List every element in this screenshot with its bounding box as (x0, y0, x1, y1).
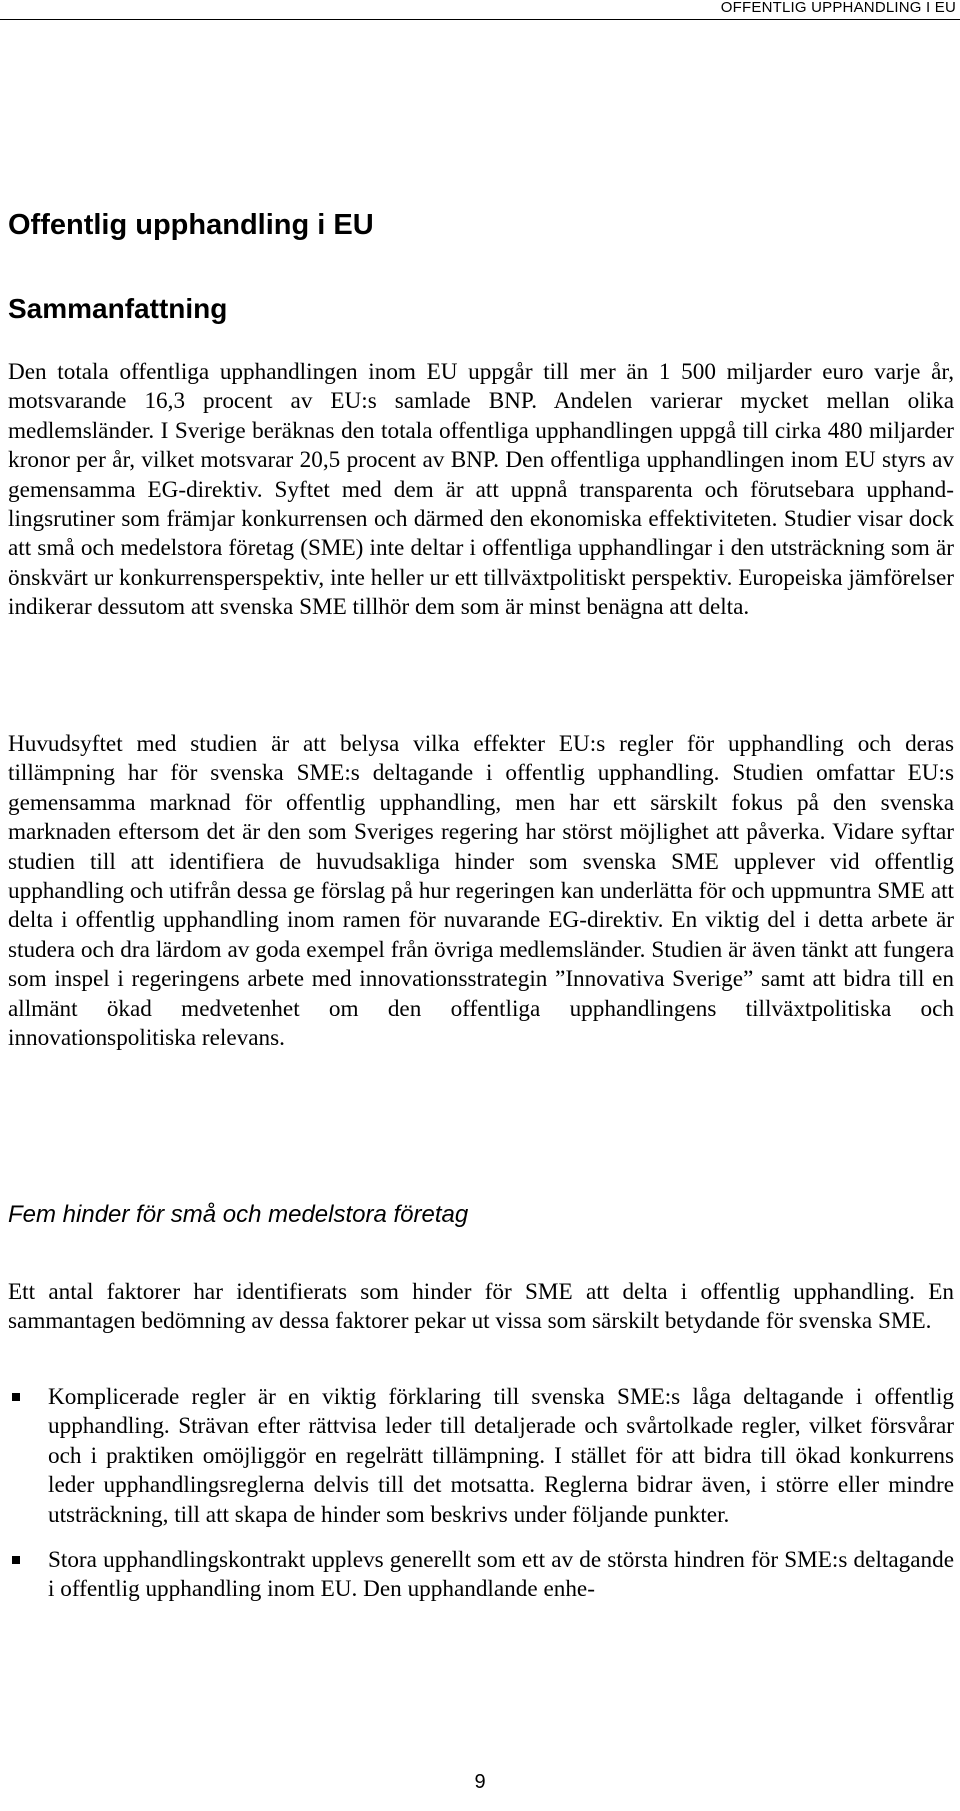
square-bullet-icon (12, 1556, 20, 1564)
header-rule (0, 19, 960, 20)
page-number: 9 (474, 1771, 486, 1793)
summary-paragraph-2: Huvudsyftet med studien är att belysa vilka effekter EU:s regler för upphandling och deras tillämpning har för svenska SME:s deltagande i offentlig upphandling. Studien omfattar EU:s gemensamma marknad för offentlig upphandling, men har ett särskilt fokus på den svenska marknaden eftersom det är den som Sveriges regering har störst möjlighet att påverka. Vidare syftar studien till att identifiera de huvudsakliga hinder som svenska SME upplever vid offentlig upphandling och utifrån dessa ge förslag på hur regeringen kan underlätta för och uppmuntra SME att delta i offentlig upphandling inom ramen för nuvarande EG-direktiv. En viktig del i detta arbete är studera och dra lärdom av goda exempel från övriga medlemsländer. Studien är även tänkt att fungera som inspel i regeringens arbete med innovationsstrategin ”Innovativa Sverige” samt att bidra till en allmänt ökad medvetenhet om den offentliga upphandlingens tillväxtpolitiska och innovationspolitiska relevans. (8, 731, 954, 1052)
list-item (8, 1383, 954, 1530)
square-bullet-icon (12, 1393, 20, 1401)
intro-paragraph: Ett antal faktorer har identifierats som hinder för SME att delta i offentlig upphandling. En sammantagen bedömning av dessa faktorer pekar ut vissa som särskilt betydande för svenska SME. (8, 1279, 954, 1335)
bullet-list (8, 1383, 954, 1621)
section-title: Sammanfattning (8, 293, 228, 324)
summary-paragraph-1: Den totala offentliga upphandlingen inom EU uppgår till mer än 1 500 miljarder euro varje år, motsvarande 16,3 procent av EU:s samlade BNP. Andelen varierar mycket mellan olika medlemsländer. I Sverige beräknas den totala offentliga upphandlingen uppgå till cirka 480 miljarder kronor per år, vilket motsvarar 20,5 procent av BNP. Den offentliga upphandlingen inom EU styrs av gemensamma EG-direktiv. Syftet med dem är att uppnå transparenta och förutsebara upphandlingsrutiner som främjar konkurrensen och därmed den ekonomiska effektiviteten. Studier visar dock att små och medelstora företag (SME) inte deltar i offentliga upphandlingar i den utsträckning som är önskvärt ur konkurrensperspektiv, inte heller ur ett tillväxtpolitiskt perspektiv. Europeiska jämförelser indikerar dessutom att svenska SME tillhör dem som är minst benägna att delta. (8, 359, 954, 621)
bullet-text: Komplicerade regler är en viktig förklaring till svenska SME:s låga deltagande i offentlig upphandling. Strävan efter rättvisa leder till detaljerade och svårtolkade regler, vilket försvårar och i praktiken omöjliggör en regelrätt tillämpning. I stället för att bidra till ökad konkurrens leder upphandlingsreglerna delvis till det motsatta. Reglerna bidrar även, i större eller mindre utsträckning, till att skapa de hinder som beskrivs under följande punkter. (48, 1384, 954, 1528)
bullet-text: Stora upphandlingskontrakt upplevs generellt som ett av de största hindren för SME:s deltagande i offentlig upphandling inom EU. Den upphandlande enhe- (48, 1547, 954, 1603)
document-title: Offentlig upphandling i EU (8, 209, 374, 241)
running-header: OFFENTLIG UPPHANDLING I EU (720, 0, 956, 16)
list-item (8, 1546, 954, 1605)
subheading: Fem hinder för små och medelstora företag (8, 1201, 469, 1228)
